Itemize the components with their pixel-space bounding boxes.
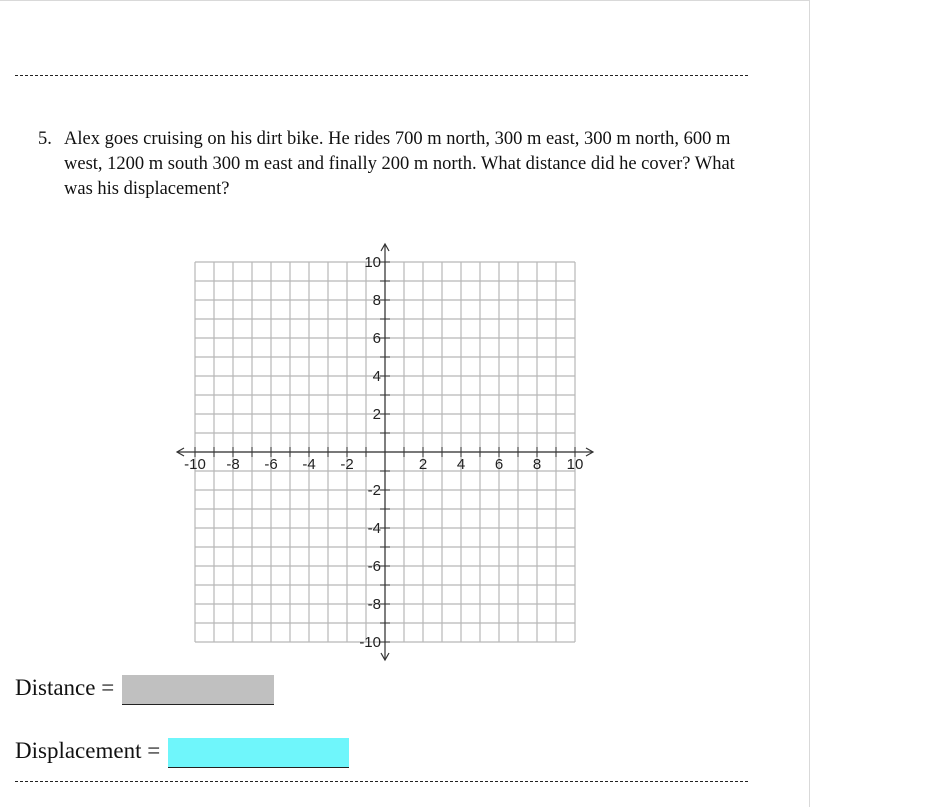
y-tick-label: -6 [367, 558, 381, 575]
x-tick-label: -8 [226, 456, 240, 473]
displacement-row [15, 735, 349, 765]
y-tick-label: 6 [372, 330, 381, 347]
y-tick-label: -8 [367, 596, 381, 613]
coordinate-grid [170, 241, 610, 671]
x-tick-label: 10 [566, 456, 584, 473]
displacement-answer-field[interactable] [168, 738, 349, 768]
question-text: Alex goes cruising on his dirt bike. He rides 700 m north, 300 m east, 300 m north, 600 m west, 1200 m south 300 m east and finally 200 m north. What distance did he cover? What was his displacement? [64, 129, 735, 199]
coordinate-grid-svg [170, 241, 610, 671]
x-tick-label: 4 [456, 456, 466, 473]
distance-answer-field[interactable] [122, 675, 274, 705]
x-tick-label: -10 [184, 456, 206, 473]
separator-top [15, 75, 748, 76]
separator-bottom [15, 781, 748, 782]
x-tick-label: -2 [340, 456, 354, 473]
y-tick-label: 10 [364, 254, 381, 271]
x-tick-label: -4 [302, 456, 316, 473]
y-tick-label: 8 [372, 292, 381, 309]
distance-row [15, 672, 274, 702]
x-tick-label: 6 [494, 456, 504, 473]
x-tick-label: -6 [264, 456, 278, 473]
question-number: 5. [38, 129, 52, 149]
y-tick-label: 2 [372, 406, 381, 423]
displacement-label: Displacement = [15, 738, 161, 763]
y-tick-label: 4 [372, 368, 381, 385]
y-tick-label: -2 [367, 482, 381, 499]
distance-label: Distance = [15, 675, 115, 700]
x-tick-label: 2 [418, 456, 428, 473]
x-tick-label: 8 [532, 456, 542, 473]
y-tick-label: -4 [367, 520, 381, 537]
y-tick-label: -10 [359, 634, 381, 651]
